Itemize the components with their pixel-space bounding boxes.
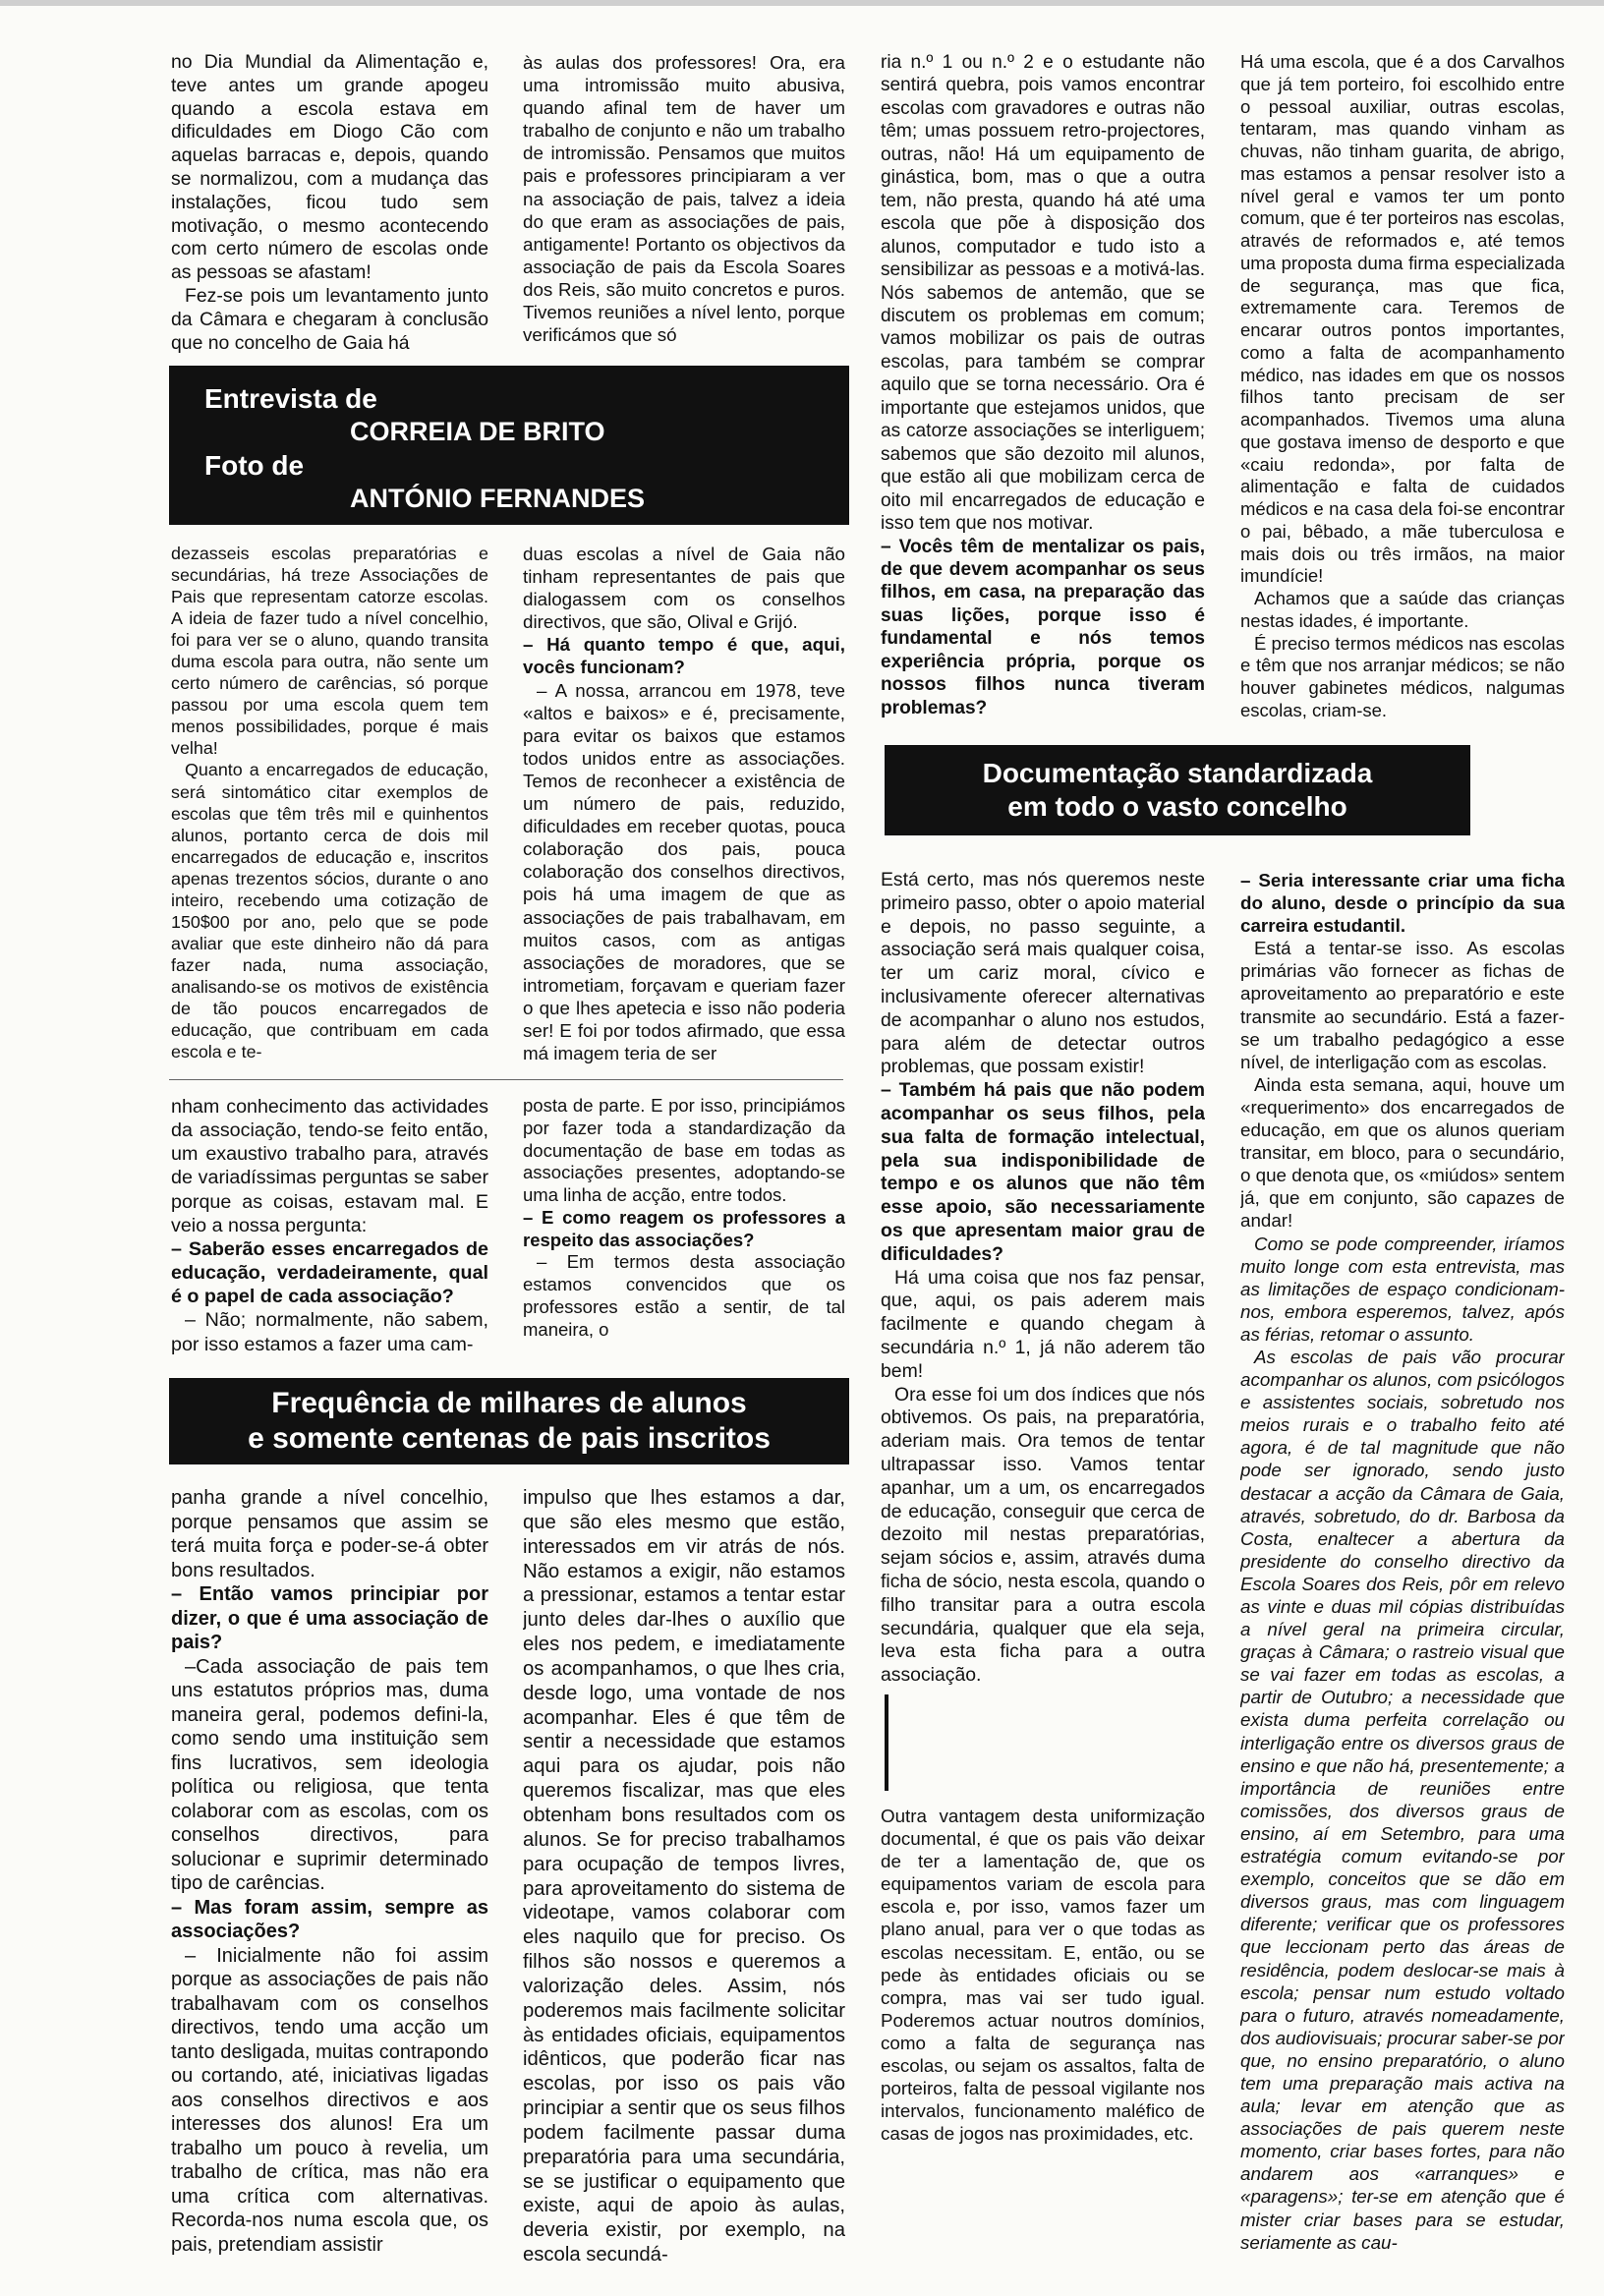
article-column xyxy=(523,543,845,1063)
interview-question: – Mas foram assim, sempre as associações? xyxy=(171,1896,488,1942)
body-paragraph: panha grande a nível concelhio, porque pensamos que assim se terá muita força e poder-se-á obter bons resultados. xyxy=(171,1487,488,1581)
interview-question: – Há quanto tempo é que, aqui, vocês funcionam? xyxy=(523,634,845,678)
body-paragraph: duas escolas a nível de Gaia não tinham representantes de pais que dialogassem com os conselhos directivos, que são, Olival e Grijó. xyxy=(523,544,845,633)
interview-credit-box xyxy=(169,366,849,525)
interview-question: – Também há pais que não podem acompanhar os seus filhos, pela sua falta de formação intelectual, pela sua indisponibilidade de tempo e os alunos que não têm esse apoio, são necessariamente os que apresentam maior grau de dificuldades? xyxy=(881,1079,1205,1265)
article-column xyxy=(171,1095,488,1362)
body-paragraph: Ora esse foi um dos índices que nós obtivemos. Os pais, na preparatória, aderiam mais. Ora temos de tentar ultrapassar isso. Vamos tentar apanhar, um a um, os encarregados de educação, conseguir que cerca de dezoito mil nestas preparatórias, sejam sócios e, assim, através duma ficha de sócio, nesta escola, quando o filho transitar para a outra escola secundária, qualquer que ela seja, leva esta ficha para a outra associação. xyxy=(881,1383,1205,1687)
body-paragraph: – Inicialmente não foi assim porque as associações de pais não trabalhavam com os conselhos directivos, tendo uma acção um tanto desligada, muitas contrapondo ou cortando, até, iniciativas ligadas aos conselhos directivos e aos interesses dos alunos! Era um trabalho um pouco à revelia, um trabalho de crítica, mas não era uma crítica com alternativas. Recorda-nos numa escola que, os pais, pretendiam assistir xyxy=(171,1944,488,2256)
credit-name-photographer: ANTÓNIO FERNANDES xyxy=(350,484,646,513)
column-divider xyxy=(169,1079,843,1080)
body-paragraph: às aulas dos professores! Ora, era uma intromissão muito abusiva, quando afinal tem de haver um trabalho de conjunto e não um trabalho de intromissão. Pensamos que muitos pais e professores principiaram a ver na associação de pais, talvez a ideia do que eram as associações de pais, antigamente! Portanto os objectivos da associação de pais da Escola Soares dos Reis, são muito concretos e puros. Tivemos reuniões a nível lento, porque verificámos que só xyxy=(523,52,845,346)
article-column xyxy=(881,1805,1205,2158)
headline-documentation-line1: Documentação standardizada xyxy=(982,758,1373,788)
body-paragraph: posta de parte. E por isso, principiámos por fazer toda a standardização da documentação de base em todas as associações presentes, adoptando-se uma linha de acção, entre todos. xyxy=(523,1095,845,1205)
body-paragraph: ria n.º 1 ou n.º 2 e o estudante não sentirá quebra, pois vamos encontrar escolas com gravadores e outras não têm; umas possuem retro-projectores, outras, não! Há um equipamento de ginástica, bom, mas o que a outra tem, não presta, quando há até uma escola que põe à disposição dos alunos, computador e tudo isto a sensibilizar as pessoas e a motivá-las. Nós sabemos de antemão, que se discutem os problemas em comum; vamos mobilizar os pais de outras escolas, para também se comprar aquilo que se torna necessário. Ora é importante que estejamos unidos, que as catorze associações se interliguem; sabemos que são dezoito mil alunos, que estão ali que mobilizam cerca de oito mil encarregados de educação e isso tem que nos motivar. xyxy=(881,52,1205,535)
credit-label-interview: Entrevista de xyxy=(204,383,377,414)
body-paragraph: no Dia Mundial da Alimentação e, teve antes um grande apogeu quando a escola estava em dificuldades em Diogo Cão com aquelas barracas e, depois, quando se normalizou, com a mudança das instalações, ficou tudo sem motivação, o mesmo acontecendo com certo número de escolas onde as pessoas se afastam! xyxy=(171,51,488,284)
headline-frequency-line2: e somente centenas de pais inscritos xyxy=(248,1422,771,1455)
credit-label-photo: Foto de xyxy=(204,450,305,481)
body-paragraph: Está certo, mas nós queremos neste primeiro passo, obter o apoio material e depois, no passo seguinte, a associação será mais qualquer coisa, ter um cariz moral, cívico e inclusivamente oferecer alternativas de acompanhar o aluno nos estudos, para além de detectar outros problemas, que possam existir! xyxy=(881,869,1205,1078)
body-paragraph: Há uma coisa que nos faz pensar, que, aqui, os pais aderem mais facilmente e quando chegam à secundária n.º 1, já não aderem tão bem! xyxy=(881,1266,1205,1382)
article-column xyxy=(1240,51,1565,729)
body-paragraph: nham conhecimento das actividades da associação, tendo-se feito então, um exaustivo trabalho para, através de variadíssimas perguntas se saber porque as coisas, estavam mal. E veio a nossa pergunta: xyxy=(171,1096,488,1236)
interview-question: – Saberão esses encarregados de educação, verdadeiramente, qual é o papel de cada associação? xyxy=(171,1237,488,1308)
body-paragraph: Outra vantagem desta uniformização documental, é que os pais vão deixar de ter a lamentação de, que os equipamentos variam de escola para escola e, por isso, vamos fazer um plano anual, para ver o que todas as escolas necessitam. E, então, ou se pede às entidades oficiais ou se compra, mas vai ser tudo igual. Poderemos actuar noutros domínios, como a falta de segurança nas escolas, ou sejam os assaltos, falta de porteiros, falta de pessoal vigilante nos intervalos, funcionamento maléfico de casas de jogos nas proximidades, etc. xyxy=(881,1806,1205,2145)
body-paragraph: Está a tentar-se isso. As escolas primárias vão fornecer as fichas de aproveitamento ao preparatório e este transmite ao secundário. Está a fazer-se um trabalho pedagógico a esse nível, de interligação com as escolas. xyxy=(1240,938,1565,1072)
body-paragraph: –Cada associação de pais tem uns estatutos próprios mas, duma maneira geral, podemos defini-la, como sendo uma instituição sem fins lucrativos, sem ideologia política ou religiosa, que tenta colaborar com as escolas, com os conselhos directivos, para solucionar e suprimir determinado tipo de carências. xyxy=(171,1655,488,1894)
column-rule xyxy=(885,1694,888,1791)
interview-question: – Vocês têm de mentalizar os pais, de que devem acompanhar os seus filhos, em casa, na preparação das suas lições, porque isso é fundamental e nós temos experiência própria, porque os nossos filhos nunca tiveram problemas? xyxy=(881,536,1205,718)
body-paragraph: As escolas de pais vão procurar acompanhar os alunos, com psicólogos e assistentes sociais, sobretudo nos meios rurais e o trabalho feito até agora, é de tal magnitude que não pode ser ignorado, sendo justo destacar a acção da Câmara de Gaia, através, sobretudo, do dr. Barbosa da Costa, enaltecer a abertura da presidente do conselho directivo da Escola Soares dos Reis, pôr em relevo as vinte e duas mil cópias distribuídas a nível geral na primeira circular, graças à Câmara; o rastreio visual que se vai fazer em todas as escolas, a partir de Outubro; a necessidade que exista duma perfeita correlação ou interligação entre os diversos graus de ensino e que não há, presentemente; a importância de reuniões entre comissões, dos diversos graus de ensino, aí em Setembro, para uma estratégia comum evitando-se por exemplo, conceitos que se dão em diversos graus, mas com linguagem diferente; verificar que os professores que leccionam perto das áreas de residência, podem deslocar-se mais à escola; pensar num estudo voltado para o futuro, através nomeadamente, dos audiovisuais; procurar saber-se por que, no ensino preparatório, o aluno tem uma preparação mais activa na aula; levar em atenção que as associações de pais querem neste momento, criar bases fortes, para não andarem aos «arranques» e «paragens»; ter-se em atenção que é mister criar bases para se estudar, seriamente as cau- xyxy=(1240,1346,1565,2253)
body-paragraph: – Não; normalmente, não sabem, por isso estamos a fazer uma cam- xyxy=(171,1309,488,1355)
body-paragraph: Como se pode compreender, iríamos muito longe com esta entrevista, mas as limitações de espaço condicionam-nos, embora esperemos, talvez, após as férias, retomar o assunto. xyxy=(1240,1233,1565,1345)
page-top-border xyxy=(0,0,1604,6)
article-column xyxy=(881,51,1205,729)
body-paragraph: Ainda esta semana, aqui, houve um «requerimento» dos encarregados de educação, em que os alunos queriam transitar, em bloco, para o secundário, o que denota que, os «miúdos» sentem já, que em conjunto, são capazes de andar! xyxy=(1240,1073,1565,1232)
article-column xyxy=(1240,869,1565,2290)
article-column xyxy=(881,869,1205,1687)
body-paragraph: Há uma escola, que é a dos Carvalhos que já tem porteiro, foi escolhido entre o pessoal auxiliar, outras escolas, tentaram, mas quando vinham as chuvas, não tinham guarita, de abrigo, mas estamos a pensar resolver isto a nível geral e vamos ter um ponto comum, que é ter porteiros nas escolas, através de reformados e, até temos uma proposta duma firma especializada de segurança, mas que fica, extremamente cara. Teremos de encarar outros pontos importantes, como a falta de acompanhamento médico, nas idades em que os nossos filhos tanto precisam de ser acompanhados. Tivemos uma aluna que gostava imenso de desporto e que «caiu redonda», por falta de alimentação e falta de cuidados médicos e na casa dela foi-se encontrar o pai, bêbado, a mãe tuberculosa e mais dois ou três irmãos, na maior imundície! xyxy=(1240,51,1565,587)
article-column xyxy=(171,51,488,356)
interview-question: – Seria interessante criar uma ficha do aluno, desde o princípio da sua carreira estudantil. xyxy=(1240,870,1565,937)
headline-frequency xyxy=(169,1378,849,1464)
article-column xyxy=(523,1095,845,1362)
article-column xyxy=(523,51,845,356)
headline-frequency-line1: Frequência de milhares de alunos xyxy=(271,1387,747,1419)
article-column xyxy=(171,543,488,1063)
article-column xyxy=(523,1486,845,2284)
article-column xyxy=(171,1486,488,2284)
body-paragraph: – A nossa, arrancou em 1978, teve «altos e baixos» e é, precisamente, para evitar os baixos que estamos todos unidos entre as associações. Temos de reconhecer a existência de um número de pais, reduzido, dificuldades em receber quotas, pouca colaboração dos pais, pouca colaboração dos conselhos directivos, pois há uma imagem de que as associações de pais trabalhavam, em muitos casos, com as antigas associações de moradores, que se intrometiam, forçavam e queriam fazer o que lhes apetecia e isso não poderia ser! E foi por todos afirmado, que essa má imagem teria de ser xyxy=(523,679,845,1063)
credit-name-interviewer: CORREIA DE BRITO xyxy=(350,417,605,446)
body-paragraph: Quanto a encarregados de educação, será sintomático citar exemplos de escolas que têm três mil e quinhentos alunos, portanto cerca de dois mil encarregados de educação e, inscritos apenas trezentos sócios, durante o ano inteiro, recebendo uma cotização de 150$00 por ano, pelo que se pode avaliar que este dinheiro não dá para fazer nada, numa associação, analisando-se os motivos de existência de tão poucos encarregados de educação, que contribuam em cada escola e te- xyxy=(171,760,488,1062)
headline-documentation-line2: em todo o vasto concelho xyxy=(1007,791,1347,822)
interview-question: – Então vamos principiar por dizer, o que é uma associação de pais? xyxy=(171,1583,488,1653)
body-paragraph: – Em termos desta associação estamos convencidos que os professores estão a sentir, de tal maneira, o xyxy=(523,1251,845,1340)
body-paragraph: É preciso termos médicos nas escolas e têm que nos arranjar médicos; se não houver gabinetes médicos, nalgumas escolas, criam-se. xyxy=(1240,632,1565,720)
interview-question: – E como reagem os professores a respeito das associações? xyxy=(523,1206,845,1250)
body-paragraph: impulso que lhes estamos a dar, que são eles mesmo que estão, interessados em vir atrás de nós. Não estamos a exigir, não estamos a pressionar, estamos a tentar estar junto deles dar-lhes o auxílio que eles nos pedem, e imediatamente os acompanhamos, o que lhes cria, desde logo, uma vontade de nos acompanhar. Eles é que têm de sentir a necessidade que estamos aqui para os ajudar, pois não queremos fiscalizar, mas que eles obtenham bons resultados com os alunos. Se for preciso trabalhamos para ocupação de tempos livres, para aproveitamento do sistema de videotape, vamos colaborar com eles naquilo que for preciso. Os filhos são nossos e queremos a valorização deles. Assim, nós poderemos mais facilmente solicitar às entidades oficiais, equipamentos idênticos, que poderão ficar nas escolas, por isso os pais vão principiar a sentir que os seus filhos podem facilmente passar duma preparatória para uma secundária, se se justificar o equipamento que existe, aqui de apoio às aulas, deveria existir, por exemplo, na escola secundá- xyxy=(523,1487,845,2267)
body-paragraph: dezasseis escolas preparatórias e secundárias, há treze Associações de Pais que representam catorze escolas. A ideia de fazer tudo a nível concelhio, foi para ver se o aluno, quando transita duma escola para outra, não sente um certo número de carências, só porque passou por uma escola quem tem menos possibilidades, porque é mais velha! xyxy=(171,544,488,759)
headline-documentation xyxy=(885,745,1470,835)
body-paragraph: Achamos que a saúde das crianças nestas idades, é importante. xyxy=(1240,588,1565,631)
body-paragraph: Fez-se pois um levantamento junto da Câmara e chegaram à conclusão que no concelho de Gaia há xyxy=(171,284,488,354)
